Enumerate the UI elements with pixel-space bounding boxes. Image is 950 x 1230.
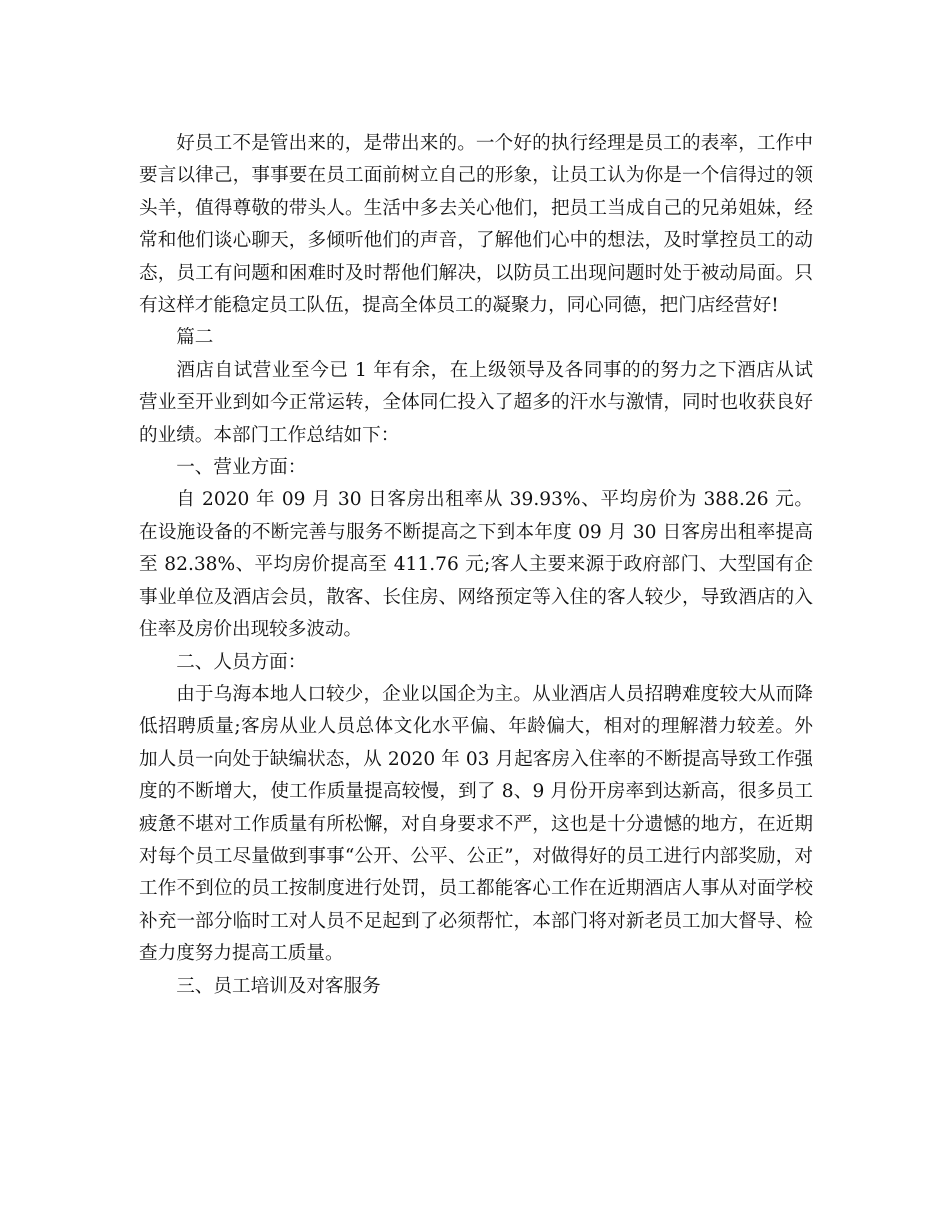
paragraph-business: 自 2020 年 09 月 30 日客房出租率从 39.93%、平均房价为 388.26 元。在设施设备的不断完善与服务不断提高之下到本年度 09 月 30 日客房出租率提高至 82.38%、平均房价提高至 411.76 元;客人主要来源于政府部门、大型国有企事业单位及酒店会员，散客、长住房、网络预定等入住的客人较少，导致酒店的入住率及房价出现较多波动。: [139, 489, 813, 641]
document-body: [139, 128, 813, 1003]
heading-business: 一、营业方面：: [176, 457, 307, 479]
heading-training: 三、员工培训及对客服务: [176, 975, 381, 997]
paragraph-personnel: 由于乌海本地人口较少，企业以国企为主。从业酒店人员招聘难度较大从而降低招聘质量;客房从业人员总体文化水平偏、年龄偏大，相对的理解潜力较差。外加人员一向处于缺编状态，从 2020 年 03 月起客房入住率的不断提高导致工作强度的不断增大，使工作质量提高较慢，到了 8、9 月份开房率到达新高，很多员工疲惫不堪对工作质量有所松懈，对自身要求不严，这也是十分遗憾的地方，在近期对每个员工尽量做到事事“公开、公平、公正”，对做得好的员工进行内部奖励，对工作不到位的员工按制度进行处罚，员工都能客心工作在近期酒店人事从对面学校补充一部分临时工对人员不足起到了必须帮忙，本部门将对新老员工加大督导、检查力度努力提高工质量。: [139, 683, 813, 965]
section-heading-part-two: 篇二: [176, 327, 214, 349]
paragraph-leadership: 好员工不是管出来的，是带出来的。一个好的执行经理是员工的表率，工作中要言以律己，事事要在员工面前树立自己的形象，让员工认为你是一个信得过的领头羊，值得尊敬的带头人。生活中多去关心他们，把员工当成自己的兄弟姐妹，经常和他们谈心聊天，多倾听他们的声音，了解他们心中的想法，及时掌控员工的动态，员工有问题和困难时及时帮他们解决，以防员工出现问题时处于被动局面。只有这样才能稳定员工队伍，提高全体员工的凝聚力，同心同德，把门店经营好!: [139, 133, 813, 317]
heading-personnel: 二、人员方面：: [176, 651, 307, 673]
paragraph-intro: 酒店自试营业至今已 1 年有余，在上级领导及各同事的的努力之下酒店从试营业至开业到如今正常运转，全体同仁投入了超多的汗水与激情，同时也收获良好的业绩。本部门工作总结如下：: [139, 359, 813, 446]
